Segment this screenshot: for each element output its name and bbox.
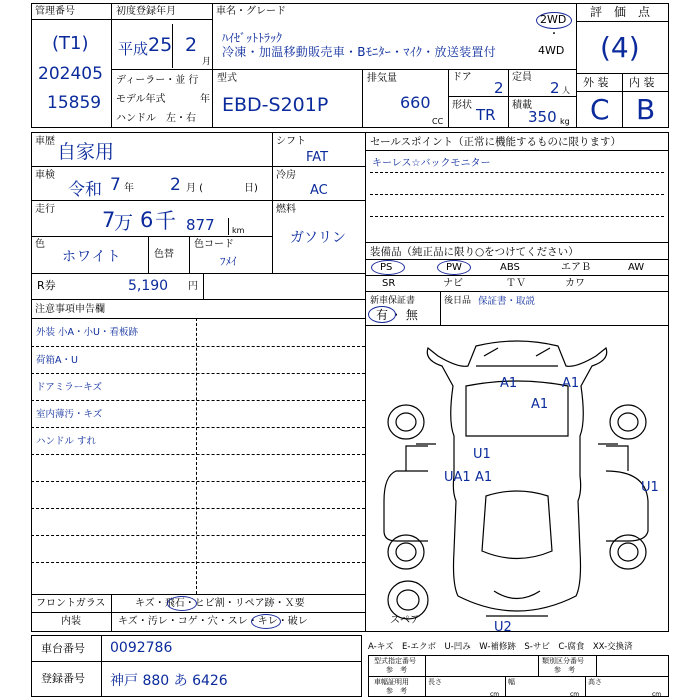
warranty-label: 新車保証書 xyxy=(370,296,416,306)
history-label: 車歴 xyxy=(35,136,55,147)
footer-ref: 参 考 xyxy=(386,666,407,674)
drive-2wd: 2WD xyxy=(540,13,567,26)
sales-line1: キーレス☆バックモニター xyxy=(372,158,491,169)
note-item: 室内薄汚・キズ xyxy=(36,409,103,420)
wheel-fr xyxy=(610,405,646,439)
equip-abs: ABS xyxy=(500,262,520,273)
damage-mark: A1 xyxy=(531,397,549,412)
chassis-label: 車台番号 xyxy=(41,642,85,655)
front-glass-circle xyxy=(167,596,197,611)
drive-4wd: 4WD xyxy=(538,44,565,57)
mileage-rest: 877 xyxy=(186,216,215,234)
after-label: 後日品 xyxy=(444,296,472,306)
recycle-unit: 円 xyxy=(188,281,198,292)
note-item: ドアミラーキズ xyxy=(36,382,103,393)
note-item: 外装 小A・小U・看板跡 xyxy=(36,327,138,338)
handle-label: ハンドル 左・右 xyxy=(116,113,196,124)
ac-value: AC xyxy=(310,183,328,198)
spare-label: スペア xyxy=(390,615,420,626)
interior-text: キズ・汚レ・コゲ・穴・スレ・キレ・破レ xyxy=(118,616,308,627)
front-glass-text: キズ・飛石・ヒビ割・リペア跡・Ｘ要 xyxy=(135,598,305,609)
equip-tv: ＴＶ xyxy=(506,278,526,289)
damage-mark: U1 xyxy=(641,480,659,495)
ext-label: 外 装 xyxy=(583,76,609,89)
note-item: ハンドル すれ xyxy=(36,436,97,447)
color-label: 色 xyxy=(35,239,45,250)
footer-cm: cm xyxy=(570,691,580,698)
footer-type-no: 型式指定番号 xyxy=(374,657,416,665)
first-reg-year: 25 xyxy=(148,34,173,56)
mileage-man: 7 xyxy=(102,208,116,232)
equip-ps: PS xyxy=(380,262,393,273)
chassis-value: 0092786 xyxy=(110,640,173,656)
after-value: 保証書・取説 xyxy=(478,296,536,307)
grade-score: (4) xyxy=(600,31,640,64)
footer-class-no: 類別区分番号 xyxy=(542,657,584,665)
mgmt-year-month: 202405 xyxy=(38,64,103,84)
car-side-right xyxy=(606,446,628,471)
shape-label: 形状 xyxy=(452,100,472,111)
lane: (T1) xyxy=(52,33,89,54)
wheel-rr xyxy=(610,535,646,569)
equip-label: 装備品（純正品に限り○をつけてください） xyxy=(370,246,579,258)
mgmt-label: 管理番号 xyxy=(35,6,75,17)
warranty-yes: 有 xyxy=(376,308,389,322)
disp-value: 660 xyxy=(400,93,431,112)
inspection-label: 車検 xyxy=(35,170,55,181)
int-grade: B xyxy=(636,93,656,126)
footer-cm: cm xyxy=(652,691,662,698)
interior-label: 内装 xyxy=(61,616,81,627)
load-label: 積載 xyxy=(512,100,532,111)
warranty-circle xyxy=(368,306,396,323)
door-label: ドア xyxy=(452,72,472,83)
grade-label: 評 価 点 xyxy=(590,5,651,19)
recycle-value: 5,190 xyxy=(128,278,169,294)
shape-value: TR xyxy=(476,106,496,124)
mileage-sen: 6 xyxy=(140,208,154,232)
load-unit: kg xyxy=(560,117,570,126)
damage-mark: U1 xyxy=(473,447,491,462)
equip-leather: カワ xyxy=(565,278,585,289)
equip-aw: AW xyxy=(628,262,645,273)
reg-label: 登録番号 xyxy=(41,672,85,685)
shift-label: シフト xyxy=(276,136,306,147)
damage-mark: U2 xyxy=(494,620,512,635)
car-side-left xyxy=(384,471,428,541)
equip-pw: PW xyxy=(446,262,462,273)
footer-length: 長さ xyxy=(428,678,442,686)
front-glass-label: フロントガラス xyxy=(36,598,106,609)
wheel-rl xyxy=(388,535,424,569)
load-value: 350 xyxy=(528,108,557,126)
sales-label: セールスポイント（正常に機能するものに限ります） xyxy=(370,136,622,148)
shift-value: FAT xyxy=(306,150,329,165)
name-line2: 冷凍・加温移動販売車・Bﾓﾆﾀｰ・ﾏｲｸ・放送装置付 xyxy=(222,45,497,59)
month-unit: 月 xyxy=(202,57,212,67)
inspection-year-unit: 年 xyxy=(124,183,134,194)
type-value: EBD-S201P xyxy=(222,94,329,116)
reg-value: 神戸 880 あ 6426 xyxy=(110,673,228,689)
fuel-value: ガソリン xyxy=(290,230,346,246)
ext-grade: C xyxy=(590,93,610,126)
first-reg-month: 2 xyxy=(185,34,198,56)
mileage-label: 走行 xyxy=(35,204,55,215)
inspection-era: 令和 xyxy=(68,180,102,200)
warranty-rest: ・ 無 xyxy=(390,308,418,322)
damage-diagram xyxy=(366,326,668,631)
first-reg-label: 初度登録年月 xyxy=(116,6,176,17)
footer-ref: 参 考 xyxy=(554,666,575,674)
footer-width: 幅 xyxy=(508,678,515,686)
damage-mark: A1 xyxy=(500,376,518,391)
equip-sr: SR xyxy=(382,278,396,289)
cap-unit: 人 xyxy=(562,86,570,95)
interior-circle xyxy=(251,614,281,629)
inspection-month: 2 xyxy=(170,175,181,195)
spare-tire xyxy=(388,581,428,619)
inspection-year: 7 xyxy=(110,175,121,195)
notes-label: 注意事項申告欄 xyxy=(35,304,105,315)
door-value: 2 xyxy=(494,79,504,97)
ps-circle xyxy=(371,260,405,275)
pw-circle xyxy=(437,260,471,275)
int-label: 内 装 xyxy=(629,76,655,89)
damage-legend: A-キズ E-エクボ U-凹み W-補修跡 S-サビ C-腐食 XX-交換済 xyxy=(368,642,633,652)
footer-cm: cm xyxy=(490,691,500,698)
dealer-label: ディーラー・並 行 xyxy=(116,75,199,86)
history-value: 自家用 xyxy=(57,141,115,163)
disp-unit: CC xyxy=(432,117,444,126)
inspection-month-unit: 月 ( xyxy=(186,183,204,194)
color-code: ﾌﾒｲ xyxy=(220,255,237,268)
model-year-label: モデル年式 xyxy=(116,94,166,105)
cap-value: 2 xyxy=(550,79,560,97)
note-item: 荷箱A・U xyxy=(36,355,78,366)
damage-mark: A1 xyxy=(475,470,493,485)
header-section xyxy=(31,3,669,128)
ac-label: 冷房 xyxy=(276,170,296,181)
footer-width-cert: 車幅証明用 xyxy=(374,678,409,686)
fuel-label: 燃料 xyxy=(276,204,296,215)
first-reg-era: 平成 xyxy=(118,40,149,58)
color-change-label: 色替 xyxy=(154,249,174,260)
mileage-sen-unit: 千 xyxy=(155,209,176,233)
equip-navi: ナビ xyxy=(443,278,463,289)
recycle-label: R券 xyxy=(37,279,56,292)
disp-label: 排気量 xyxy=(367,73,397,84)
damage-mark: UA1 xyxy=(444,470,471,485)
equip-airbag: エアＢ xyxy=(561,262,591,273)
name-line1: ﾊｲｾﾞｯﾄﾄﾗｯｸ xyxy=(222,31,283,45)
mileage-man-unit: 万 xyxy=(114,212,134,234)
cap-label: 定員 xyxy=(512,72,532,83)
footer-height: 高さ xyxy=(588,678,602,686)
mileage-unit: km xyxy=(232,226,245,235)
year-unit: 年 xyxy=(200,94,210,105)
drive-dot: ・ xyxy=(549,29,559,40)
wheel-fl xyxy=(388,405,424,439)
inspection-day-unit: 日) xyxy=(244,183,258,194)
color-value: ホワイト xyxy=(62,249,122,265)
color-code-label: 色コード xyxy=(194,239,234,250)
type-label: 型式 xyxy=(217,73,237,84)
mgmt-number: 15859 xyxy=(47,93,102,113)
footer-ref: 参 考 xyxy=(386,687,407,695)
damage-mark: A1 xyxy=(562,376,580,391)
name-label: 車名・グレード xyxy=(216,6,286,17)
